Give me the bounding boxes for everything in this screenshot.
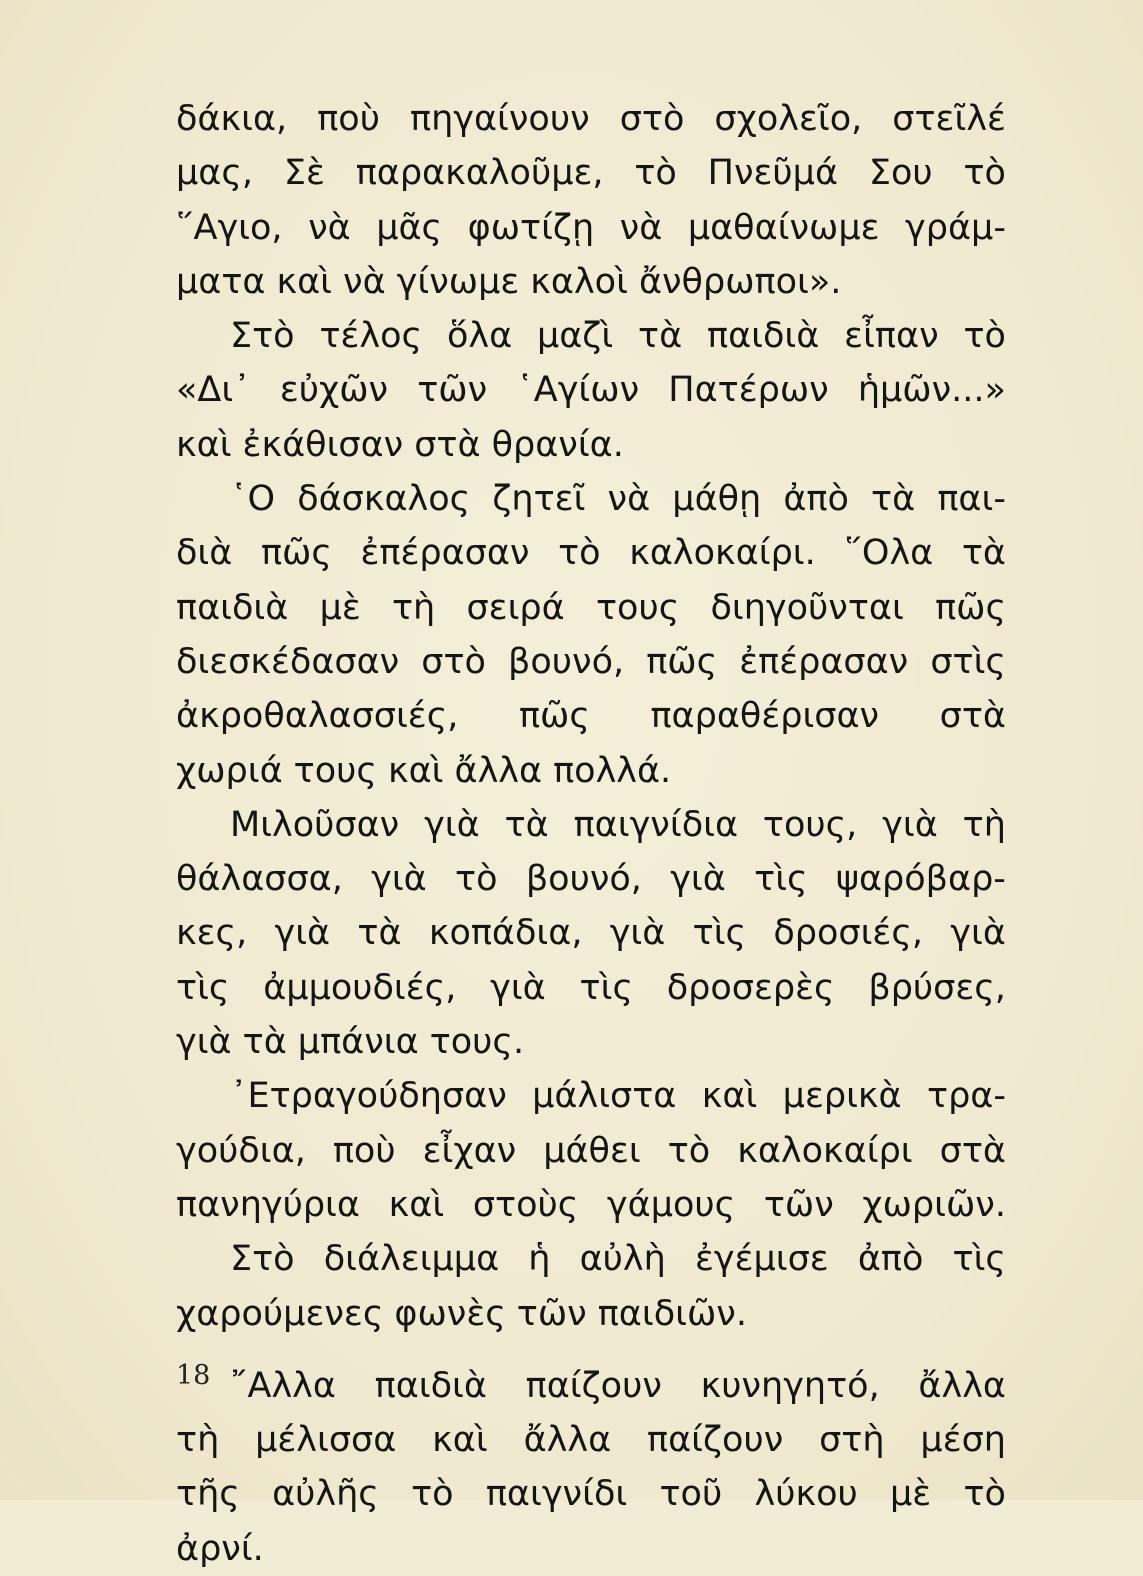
word: μάθει [543,1130,641,1171]
word: τὴ [962,804,1006,845]
word: παιδιὰ [707,316,820,357]
word: δροσιές, [773,913,924,954]
word: γούδια, [176,1130,306,1171]
word: παιδιὰ [374,1365,487,1406]
word: μας, [176,153,254,194]
word: πηγαίνουν [410,99,590,139]
word: τῆς [176,1474,240,1515]
text-line [176,1287,1006,1341]
word: διὰ [176,533,233,574]
word: βουνό, [508,641,625,682]
word: τὴ [391,587,436,628]
word: δάσκαλος [297,479,471,520]
word: διάλειμμα [323,1239,500,1280]
word: μὲ [890,1474,932,1515]
word: τῶν [516,1293,587,1334]
word: Μιλοῦσαν [230,804,400,845]
word: μαθαίνωμε [687,207,880,248]
word: φωτίζῃ [467,207,595,248]
word: στὸ [619,99,685,139]
word: καλοὶ [530,261,628,302]
word: διεσκέδασαν [176,641,400,682]
word: ἄλλα [523,1420,612,1461]
word: μαζὶ [536,316,614,357]
word: αὐλὴ [579,1239,666,1280]
word: γιὰ [670,859,726,900]
word: στὰ [414,424,481,465]
word: ἀπὸ [783,479,849,520]
word: Σου [868,153,933,194]
word: τους, [762,804,858,845]
word: χωριά [176,750,283,791]
text-line [176,1359,1006,1413]
word: εὐχῶν [279,370,389,411]
word: τὶς [952,1239,1006,1280]
word: ἐπέρασαν [360,533,530,574]
word: μὲ [319,587,361,628]
word: γιὰ [371,859,427,900]
word: καὶ [276,261,333,302]
word: τὶς [692,913,747,954]
text-line [176,363,1006,417]
word: τῶν [763,1184,834,1225]
word: Στὸ [230,316,295,357]
word: ἡμῶν...» [857,370,1006,411]
word: στὶς [930,641,1006,682]
word: ἀμμουδιές, [263,967,457,1008]
text-line [176,1124,1006,1178]
word: γιὰ [424,804,480,845]
word: ποὺ [332,1130,396,1171]
word: πανηγύρια [176,1184,360,1225]
word: τὶς [754,859,808,900]
word: νὰ [619,207,663,248]
word: ᾽Ετραγούδησαν [230,1076,507,1117]
word: στὰ [939,696,1006,737]
body-text [176,92,1006,1576]
text-line [176,1467,1006,1521]
word: στὴ [819,1420,885,1461]
word: τὸ [963,153,1006,194]
word: ποὺ [317,99,380,139]
word: παι- [937,479,1006,520]
word: γιὰ [176,1022,232,1063]
word: θάλασσα, [176,859,343,900]
word: ῾Ο [230,479,276,520]
word: Στὸ [230,1239,295,1280]
text-line [176,906,1006,960]
word: ἀπὸ [857,1239,924,1280]
word: μᾶς [376,207,443,248]
word: Πατέρων [668,370,829,411]
word: ψαρόβαρ- [835,859,1006,900]
word: θρανία. [491,424,624,465]
text-line [176,201,1006,255]
text-line [176,744,1006,798]
word: δάκια, [176,99,288,139]
word: ῞Αγιο, [176,207,283,248]
word: τὴ [176,1420,220,1461]
word: ἐγέμισε [694,1239,829,1280]
word: τὰ [961,533,1006,574]
text-line [176,1413,1006,1467]
word: τὶς [176,967,230,1008]
word: κες, [176,913,248,954]
word: γιὰ [609,913,666,954]
word: ματα [176,261,266,302]
word: γράμ- [905,207,1006,248]
word: ἐπέρασαν [739,641,909,682]
word: μέλισσα [255,1420,397,1461]
word: τὸ [558,533,601,574]
word: λύκου [754,1474,858,1515]
word: ἄλλα [918,1365,1006,1406]
word: διηγοῦνται [710,587,904,628]
word: τρα- [927,1076,1006,1117]
word: ἄλλα [454,750,543,791]
word: στεῖλέ [892,99,1006,139]
word: τὰ [638,316,683,357]
word: παρακαλοῦμε, [355,153,604,194]
text-line [176,798,1006,852]
word: τὶς [579,967,633,1008]
word: παίζουν [525,1365,662,1406]
word: καλοκαίρι. [629,533,816,574]
word: ῞Ολα [844,533,934,574]
word: ἀρνί. [176,1528,264,1569]
text-line [176,1069,1006,1123]
word: Πνεῦμά [707,153,839,194]
word: παίζουν [647,1420,784,1461]
word: παραθέρισαν [650,696,880,737]
word: μπάνια [297,1022,419,1063]
word: πῶς [518,696,590,737]
text-line [176,255,1006,309]
word: ἡ [528,1239,551,1280]
word: Σὲ [283,153,325,194]
word: σχολεῖο, [714,99,863,139]
word: ῾Αγίων [516,370,640,411]
text-line [176,1178,1006,1232]
word: τέλος [319,316,423,357]
word: πῶς [935,587,1006,628]
text-line [176,635,1006,689]
text-line [176,472,1006,526]
word: ζητεῖ [492,479,586,520]
word: εἶπαν [844,316,939,357]
text-line [176,961,1006,1015]
text-line [176,1232,1006,1286]
word: τὰ [871,479,916,520]
word: καὶ [176,424,232,465]
word: τὰ [242,1022,287,1063]
word: νὰ [343,261,386,302]
word: πολλά. [553,750,672,791]
word: κοπάδια, [428,913,583,954]
word: γιὰ [882,804,938,845]
word: παιδιῶν. [597,1293,747,1334]
word: γίνωμε [396,261,520,302]
word: μερικὰ [782,1076,902,1117]
word: τὸ [455,859,498,900]
word: στὰ [939,1130,1006,1171]
word: στοὺς [472,1184,579,1225]
text-line [176,92,1006,146]
word: τῶν [417,370,488,411]
word: χαρούμενες [176,1293,384,1334]
word: μέση [920,1420,1006,1461]
word: στὸ [421,641,486,682]
text-line [176,689,1006,743]
word: χωριῶν. [862,1184,1006,1225]
text-line [176,418,1006,472]
word: σειρά [466,587,565,628]
word: γιὰ [950,913,1006,954]
word: τὸ [963,316,1006,357]
word: πῶς [646,641,718,682]
text-line [176,852,1006,906]
word: παιδιὰ [176,587,289,628]
word: πῶς [260,533,332,574]
word: τὰ [357,913,402,954]
word: βουνό, [525,859,642,900]
word: ἀκροθαλασσιές, [176,696,459,737]
word: ἐκάθισαν [242,424,404,465]
word: ὅλα [446,316,513,357]
word: φωνὲς [394,1293,506,1334]
word: εἶχαν [422,1130,517,1171]
text-line [176,581,1006,635]
word: καὶ [432,1420,488,1461]
text-line [176,526,1006,580]
word: παιγνίδι [485,1474,628,1515]
word: «Δι᾽ [176,370,251,411]
word: τὸ [667,1130,711,1171]
word: ἄνθρωποι». [638,261,842,302]
word: τὸ [634,153,677,194]
page-number: 18 [176,1360,211,1391]
word: παιγνίδια [573,804,739,845]
word: αὐλῆς [272,1474,379,1515]
word: τὰ [504,804,549,845]
word: τους [293,750,377,791]
word: τὸ [963,1474,1006,1515]
text-line [176,309,1006,363]
word: καὶ [387,750,444,791]
word: ῎Αλλα [230,1365,336,1406]
word: νὰ [308,207,351,248]
word: γιὰ [274,913,331,954]
word: μάλιστα [532,1076,677,1117]
word: νὰ [607,479,651,520]
word: τους [595,587,680,628]
word: τους. [429,1022,525,1063]
text-line [176,1015,1006,1069]
word: τοῦ [659,1474,723,1515]
word: γάμους [606,1184,736,1225]
word: καλοκαίρι [737,1130,913,1171]
word: γιὰ [490,967,546,1008]
word: καὶ [701,1076,758,1117]
word: κυνηγητό, [700,1365,880,1406]
word: καὶ [388,1184,445,1225]
word: δροσερὲς [666,967,835,1008]
word: τὸ [411,1474,454,1515]
text-line [176,146,1006,200]
word: μάθῃ [672,479,762,520]
word: βρύσες, [868,967,1006,1008]
text-line [176,1522,1006,1576]
